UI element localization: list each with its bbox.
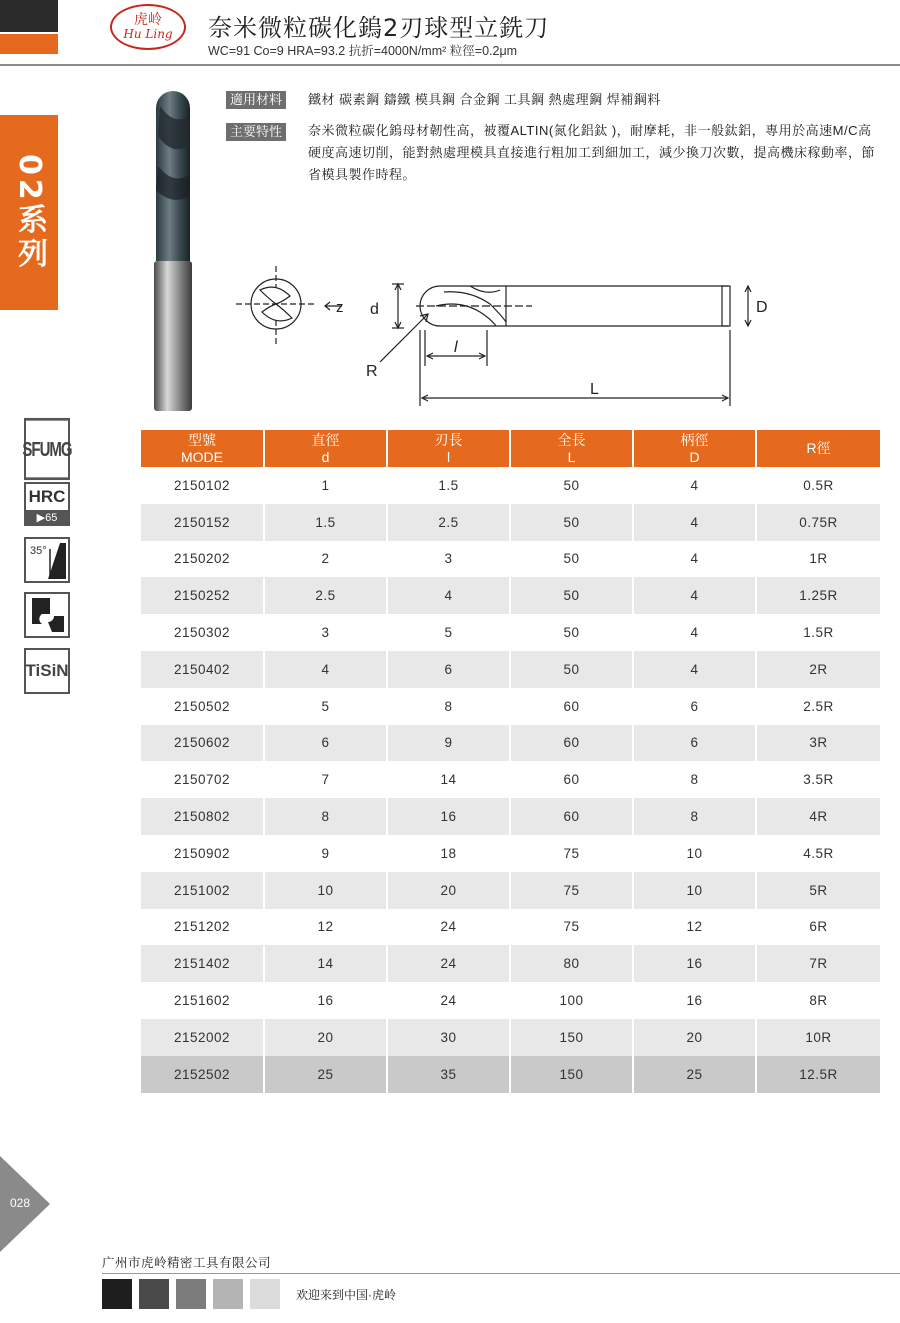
table-row bbox=[141, 872, 880, 909]
end-mill-image bbox=[148, 86, 198, 412]
table-cell: 8 bbox=[387, 688, 510, 725]
page-number: 028 bbox=[10, 1196, 31, 1210]
table-cell: 16 bbox=[633, 945, 756, 982]
footer-swatch-3 bbox=[176, 1279, 206, 1309]
footer-swatch-4 bbox=[213, 1279, 243, 1309]
table-cell: 24 bbox=[387, 909, 510, 946]
table-cell: 16 bbox=[633, 982, 756, 1019]
table-cell: 50 bbox=[510, 577, 633, 614]
table-row bbox=[141, 909, 880, 946]
table-cell: 25 bbox=[633, 1056, 756, 1093]
table-cell: 10 bbox=[633, 872, 756, 909]
table-row bbox=[141, 614, 880, 651]
table-cell: 12.5R bbox=[756, 1056, 880, 1093]
logo-english: Hu Ling bbox=[123, 27, 173, 41]
end-view bbox=[236, 266, 342, 346]
table-cell: 2.5 bbox=[387, 504, 510, 541]
table-row bbox=[141, 798, 880, 835]
table-cell: 2150202 bbox=[141, 541, 264, 578]
table-cell: 35 bbox=[387, 1056, 510, 1093]
spec-table bbox=[141, 430, 880, 1093]
table-cell: 4 bbox=[387, 577, 510, 614]
table-row bbox=[141, 1056, 880, 1093]
table-cell: 2150502 bbox=[141, 688, 264, 725]
table-cell: 50 bbox=[510, 504, 633, 541]
table-cell: 2151002 bbox=[141, 872, 264, 909]
table-cell: 20 bbox=[264, 1019, 387, 1056]
table-cell: 24 bbox=[387, 982, 510, 1019]
table-body bbox=[141, 467, 880, 1093]
table-cell: 20 bbox=[387, 872, 510, 909]
table-cell: 8 bbox=[264, 798, 387, 835]
table-cell: 8R bbox=[756, 982, 880, 1019]
l-label: l bbox=[454, 339, 458, 356]
table-cell: 14 bbox=[264, 945, 387, 982]
table-cell: 2.5R bbox=[756, 688, 880, 725]
header-flute-length: 刃長 l bbox=[387, 430, 510, 467]
table-row bbox=[141, 467, 880, 504]
table-cell: 4.5R bbox=[756, 835, 880, 872]
table-cell: 6R bbox=[756, 909, 880, 946]
L-label: L bbox=[590, 381, 599, 398]
table-row bbox=[141, 1019, 880, 1056]
table-cell: 6 bbox=[633, 725, 756, 762]
table-cell: 5R bbox=[756, 872, 880, 909]
R-label: R bbox=[366, 363, 378, 380]
footer-swatch-1 bbox=[102, 1279, 132, 1309]
table-row bbox=[141, 688, 880, 725]
D-label: D bbox=[756, 299, 768, 316]
tisin-label: TiSiN bbox=[25, 661, 69, 680]
side-view bbox=[380, 284, 751, 406]
table-cell: 8 bbox=[633, 798, 756, 835]
table-cell: 2150402 bbox=[141, 651, 264, 688]
header-shank-diameter: 柄徑 D bbox=[633, 430, 756, 467]
table-cell: 1 bbox=[264, 467, 387, 504]
table-cell: 3R bbox=[756, 725, 880, 762]
table-cell: 30 bbox=[387, 1019, 510, 1056]
table-cell: 50 bbox=[510, 614, 633, 651]
table-cell: 0.5R bbox=[756, 467, 880, 504]
sfumg-icon bbox=[24, 418, 70, 480]
table-row bbox=[141, 651, 880, 688]
table-row bbox=[141, 835, 880, 872]
table-cell: 2.5 bbox=[264, 577, 387, 614]
table-cell: 1R bbox=[756, 541, 880, 578]
table-cell: 2152002 bbox=[141, 1019, 264, 1056]
table-cell: 10 bbox=[264, 872, 387, 909]
footer-swatch-5 bbox=[250, 1279, 280, 1309]
table-cell: 16 bbox=[387, 798, 510, 835]
footer-swatch-2 bbox=[139, 1279, 169, 1309]
hrc-value: ▶65 bbox=[36, 512, 58, 524]
table-cell: 4R bbox=[756, 798, 880, 835]
tisin-coating-icon bbox=[24, 648, 70, 694]
table-cell: 60 bbox=[510, 798, 633, 835]
table-cell: 75 bbox=[510, 835, 633, 872]
page-title: 奈米微粒碳化鎢2刃球型立銑刀 bbox=[208, 14, 550, 42]
table-cell: 10 bbox=[633, 835, 756, 872]
page-subtitle: WC=91 Co=9 HRA=93.2 抗折=4000N/mm² 粒徑=0.2μm bbox=[208, 44, 518, 58]
table-cell: 2152502 bbox=[141, 1056, 264, 1093]
table-row bbox=[141, 945, 880, 982]
table-cell: 25 bbox=[264, 1056, 387, 1093]
table-cell: 9 bbox=[387, 725, 510, 762]
table-row bbox=[141, 725, 880, 762]
table-cell: 4 bbox=[633, 467, 756, 504]
header-diameter: 直徑 d bbox=[264, 430, 387, 467]
table-cell: 80 bbox=[510, 945, 633, 982]
table-cell: 2 bbox=[264, 541, 387, 578]
features-text: 奈米微粒碳化鎢母材韌性高，被覆ALTIN(氮化鋁鈦 )，耐摩耗，非一般鈦鋁，專用於高速M/C高硬度高速切削，能對熱處理模具直接進行粗加工到細加工，減少換刀次數，提高機床稼動率，節省模具製作時程。 bbox=[308, 123, 876, 182]
hrc-icon bbox=[24, 482, 70, 526]
table-cell: 10R bbox=[756, 1019, 880, 1056]
table-cell: 4 bbox=[633, 541, 756, 578]
table-cell: 1.5R bbox=[756, 614, 880, 651]
helix-graphic bbox=[26, 539, 68, 581]
table-cell: 18 bbox=[387, 835, 510, 872]
table-cell: 2150702 bbox=[141, 761, 264, 798]
table-cell: 75 bbox=[510, 909, 633, 946]
table-cell: 4 bbox=[633, 504, 756, 541]
header-model: 型號 MODE bbox=[141, 430, 264, 467]
table-cell: 9 bbox=[264, 835, 387, 872]
header-orange-bar bbox=[0, 34, 58, 54]
table-cell: 8 bbox=[633, 761, 756, 798]
table-cell: 60 bbox=[510, 725, 633, 762]
table-cell: 16 bbox=[264, 982, 387, 1019]
table-cell: 6 bbox=[387, 651, 510, 688]
table-cell: 150 bbox=[510, 1019, 633, 1056]
sfumg-label: SFUMG bbox=[22, 437, 72, 461]
header-radius: R徑 bbox=[756, 430, 880, 467]
table-cell: 2151402 bbox=[141, 945, 264, 982]
table-cell: 6 bbox=[264, 725, 387, 762]
table-cell: 4 bbox=[264, 651, 387, 688]
flute-icon bbox=[24, 592, 70, 638]
table-cell: 2150102 bbox=[141, 467, 264, 504]
table-cell: 60 bbox=[510, 761, 633, 798]
table-cell: 1.25R bbox=[756, 577, 880, 614]
series-label: 02系列 bbox=[12, 153, 47, 272]
table-cell: 5 bbox=[387, 614, 510, 651]
table-cell: 12 bbox=[633, 909, 756, 946]
table-cell: 75 bbox=[510, 872, 633, 909]
table-cell: 0.75R bbox=[756, 504, 880, 541]
table-cell: 3.5R bbox=[756, 761, 880, 798]
table-cell: 7 bbox=[264, 761, 387, 798]
table-cell: 50 bbox=[510, 467, 633, 504]
table-cell: 100 bbox=[510, 982, 633, 1019]
table-cell: 2R bbox=[756, 651, 880, 688]
company-logo bbox=[110, 4, 186, 50]
header-dark-bar bbox=[0, 0, 58, 32]
table-cell: 12 bbox=[264, 909, 387, 946]
header-overall-length: 全長 L bbox=[510, 430, 633, 467]
table-cell: 2151602 bbox=[141, 982, 264, 1019]
helix-angle-label: 35° bbox=[30, 545, 47, 557]
welcome-text: 欢迎来到中国·虎岭 bbox=[296, 1288, 396, 1302]
table-header-row bbox=[141, 430, 880, 467]
table-cell: 2151202 bbox=[141, 909, 264, 946]
table-cell: 2150902 bbox=[141, 835, 264, 872]
company-name: 广州市虎岭精密工具有限公司 bbox=[102, 1256, 272, 1270]
table-cell: 14 bbox=[387, 761, 510, 798]
dimension-diagram bbox=[230, 260, 790, 420]
table-cell: 2150152 bbox=[141, 504, 264, 541]
table-cell: 2150252 bbox=[141, 577, 264, 614]
table-cell: 6 bbox=[633, 688, 756, 725]
hrc-label: HRC bbox=[26, 484, 68, 510]
table-cell: 4 bbox=[633, 614, 756, 651]
table-cell: 5 bbox=[264, 688, 387, 725]
table-cell: 4 bbox=[633, 577, 756, 614]
table-row bbox=[141, 577, 880, 614]
flute-graphic bbox=[26, 594, 68, 636]
table-cell: 60 bbox=[510, 688, 633, 725]
table-row bbox=[141, 761, 880, 798]
table-row bbox=[141, 982, 880, 1019]
table-cell: 4 bbox=[633, 651, 756, 688]
series-tab bbox=[0, 115, 58, 310]
table-cell: 2150602 bbox=[141, 725, 264, 762]
logo-chinese: 虎岭 bbox=[134, 12, 162, 28]
materials-label: 適用材料 bbox=[226, 91, 286, 109]
table-cell: 50 bbox=[510, 541, 633, 578]
helix-angle-icon bbox=[24, 537, 70, 583]
table-cell: 1.5 bbox=[387, 467, 510, 504]
z-label: z bbox=[336, 299, 344, 316]
table-cell: 50 bbox=[510, 651, 633, 688]
table-cell: 1.5 bbox=[264, 504, 387, 541]
table-cell: 150 bbox=[510, 1056, 633, 1093]
d-label: d bbox=[370, 301, 379, 318]
table-cell: 24 bbox=[387, 945, 510, 982]
table-cell: 2150302 bbox=[141, 614, 264, 651]
table-cell: 2150802 bbox=[141, 798, 264, 835]
table-row bbox=[141, 504, 880, 541]
table-row bbox=[141, 541, 880, 578]
materials-text: 鐵材 碳素鋼 鑄鐵 模具鋼 合金鋼 工具鋼 熱處理鋼 焊補鋼料 bbox=[308, 92, 661, 107]
table-cell: 3 bbox=[264, 614, 387, 651]
features-label: 主要特性 bbox=[226, 123, 286, 141]
table-cell: 20 bbox=[633, 1019, 756, 1056]
table-cell: 7R bbox=[756, 945, 880, 982]
header-divider bbox=[0, 64, 900, 66]
footer-divider bbox=[102, 1273, 900, 1274]
table-cell: 3 bbox=[387, 541, 510, 578]
